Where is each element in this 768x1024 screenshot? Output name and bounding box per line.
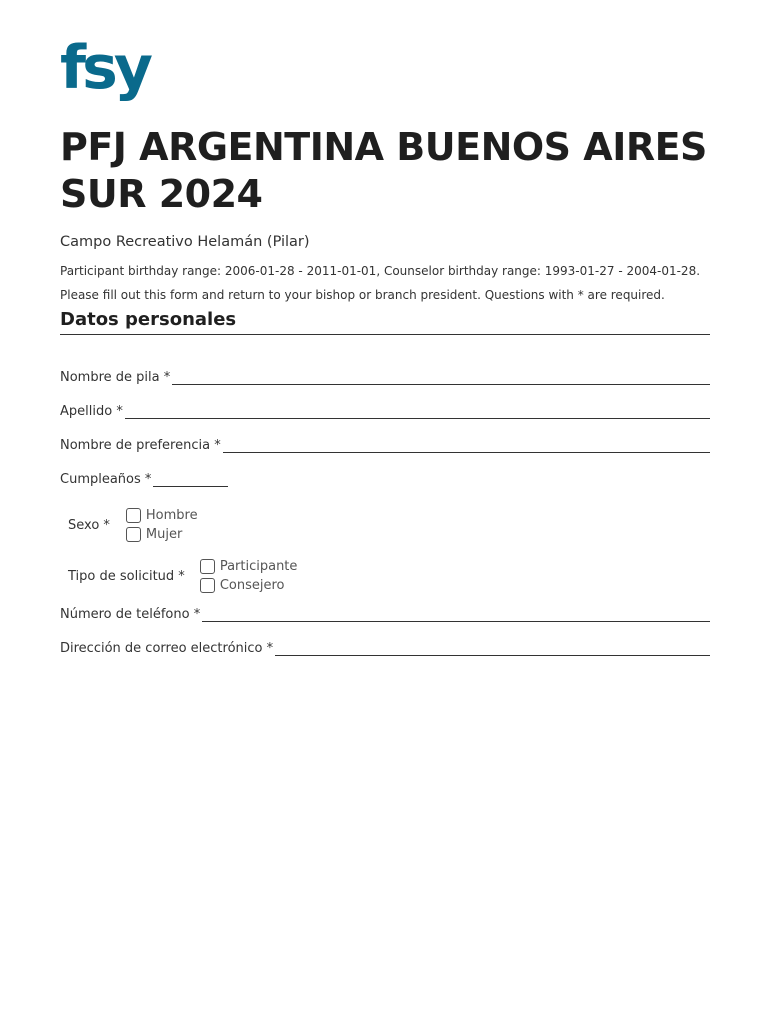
first-name-field [60,370,710,386]
venue-subtitle: Campo Recreativo Helamán (Pilar) [60,234,310,250]
email-label: Dirección de correo electrónico * [60,641,274,656]
checkbox-hombre[interactable] [126,508,141,523]
option-label: Consejero [219,578,285,593]
option-label: Mujer [145,527,183,542]
phone-label: Número de teléfono * [60,607,201,622]
preferred-name-field [60,438,710,454]
request-type-options [200,557,298,595]
email-input-line[interactable] [275,655,710,656]
preferred-name-label: Nombre de preferencia * [60,438,221,453]
section-title-personal-data: Datos personales [60,309,710,335]
sex-label: Sexo * [68,517,110,533]
sex-option-hombre[interactable] [126,506,198,525]
checkbox-mujer[interactable] [126,527,141,542]
birthday-label: Cumpleaños * [60,472,152,487]
checkbox-participante[interactable] [200,559,215,574]
email-field [60,641,710,657]
birthday-field [60,472,228,488]
option-label: Hombre [145,508,198,523]
last-name-field [60,404,710,420]
first-name-label: Nombre de pila * [60,370,171,385]
sex-choice-group [68,506,198,544]
request-type-choice-group [68,557,297,595]
request-type-option-consejero[interactable] [200,576,298,595]
preferred-name-input-line[interactable] [223,452,710,453]
sex-option-mujer[interactable] [126,525,198,544]
last-name-label: Apellido * [60,404,123,419]
birthday-input-line[interactable] [153,486,228,487]
request-type-label: Tipo de solicitud * [68,568,185,584]
page-title: PFJ ARGENTINA BUENOS AIRES SUR 2024 [60,125,707,216]
checkbox-consejero[interactable] [200,578,215,593]
request-type-option-participante[interactable] [200,557,298,576]
instructions-info: Please fill out this form and return to your bishop or branch president. Questions with * are required. [60,288,665,302]
first-name-input-line[interactable] [172,384,710,385]
sex-options [126,506,198,544]
phone-field [60,607,710,623]
phone-input-line[interactable] [202,621,710,622]
fsy-logo: fsy [60,33,149,103]
option-label: Participante [219,559,298,574]
birthday-range-info: Participant birthday range: 2006-01-28 - 2011-01-01, Counselor birthday range: 1993-01-27 - 2004-01-28. [60,264,701,278]
last-name-input-line[interactable] [125,418,710,419]
